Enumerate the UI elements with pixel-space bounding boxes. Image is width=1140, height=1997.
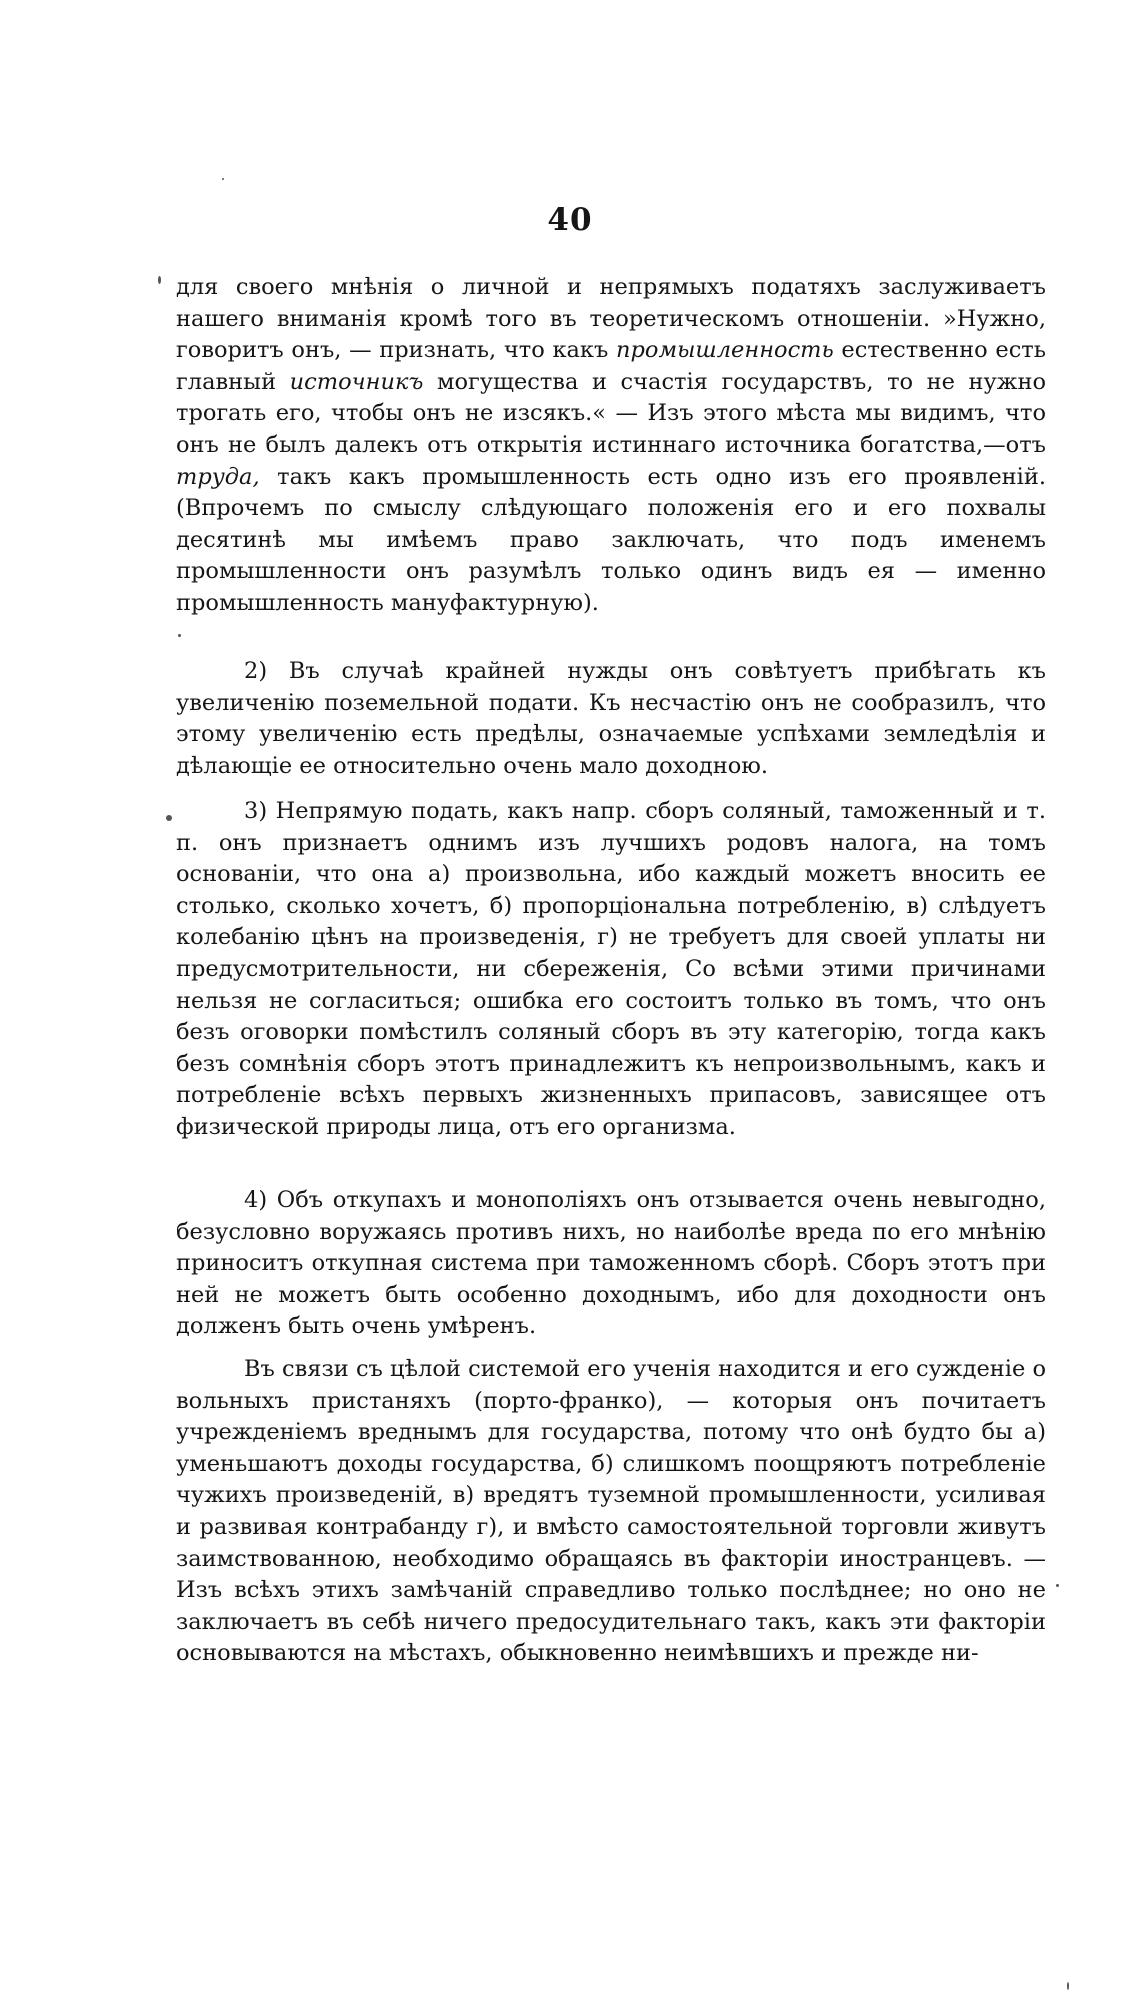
paragraph-2 bbox=[176, 656, 1046, 782]
italic-term: источникъ bbox=[289, 368, 424, 395]
scan-speck bbox=[166, 815, 172, 821]
paragraph-4 bbox=[176, 1185, 1046, 1343]
paragraph-continuation bbox=[176, 272, 1046, 620]
page-number: 40 bbox=[547, 202, 593, 238]
scan-speck bbox=[178, 634, 181, 637]
text-run: Въ связи съ цѣлой системой его ученія находится и его сужденіе о вольныхъ пристаняхъ (порто-франко), — которыя онъ почитаетъ учрежденіемъ вреднымъ для государства, потому что онѣ будто бы а) уменьшаютъ доходы государства, б) слишкомъ поощряютъ потребленіе чужихъ произведеній, в) вредятъ туземной промышленности, усиливая и развивая контрабанду г), и вмѣсто самостоятельной торговли живутъ заимствованною, необходимо обращаясь въ факторіи иностранцевъ. — Изъ всѣхъ этихъ замѣчаній справедливо только послѣднее; но оно не заключаетъ въ себѣ ничего предосудительнаго такъ, какъ эти факторіи основываются на мѣстахъ, обыкновенно неимѣвшихъ и прежде ни- bbox=[176, 1356, 1046, 1667]
text-run: могущества и счастія государствъ, то не нужно трогать его, чтобы онъ не изсякъ.« — Изъ этого мѣста мы видимъ, что онъ не былъ далекъ отъ открытія истиннаго источника богатства,—отъ bbox=[176, 368, 1047, 458]
scan-speck bbox=[1067, 1982, 1069, 1990]
text-run: 2) Въ случаѣ крайней нужды онъ совѣтуетъ прибѣгать къ увеличенію поземельной подати. Къ несчастію онъ не сообразилъ, что этому увеличенію есть предѣлы, означаемые успѣхами земледѣлія и дѣлающіе ее относительно очень мало доходною. bbox=[176, 658, 1046, 779]
text-run: такъ какъ промышленность есть одно изъ его проявленій. (Впрочемъ по смыслу слѣдующаго положенія его и его похвалы десятинѣ мы имѣемъ право заключать, что подъ именемъ промышленности онъ разумѣлъ только одинъ видъ ея — именно промышленность мануфактурную). bbox=[176, 463, 1046, 616]
text-run: 3) Непрямую подать, какъ напр. сборъ соляный, таможенный и т. п. онъ признаетъ однимъ изъ лучшихъ родовъ налога, на томъ основаніи, что она а) произвольна, ибо каждый можетъ вносить ее столько, сколько хочетъ, б) пропорціональна потребленію, в) слѣдуетъ колебанію цѣнъ на произведенія, г) не требуетъ для своей уплаты ни предусмотрительности, ни сбереженія, Со всѣми этими причинами нельзя не согласиться; ошибка его состоитъ только въ томъ, что онъ безъ оговорки помѣстилъ соляный сборъ въ эту категорію, тогда какъ безъ сомнѣнія сборъ этотъ принадлежитъ къ непроизвольнымъ, какъ и потребленіе всѣхъ первыхъ жизненныхъ припасовъ, зависящее отъ физической природы лица, отъ его организма. bbox=[176, 798, 1046, 1140]
text-run: естественно есть главный bbox=[176, 337, 1046, 395]
paragraph-3 bbox=[176, 796, 1046, 1144]
italic-term: труда, bbox=[176, 463, 260, 490]
text-run: 4) Объ откупахъ и монополіяхъ онъ отзывается очень невыгодно, безусловно воружаясь противъ нихъ, но наиболѣе вреда по его мнѣнію приноситъ откупная система при таможенномъ сборѣ. Сборъ этотъ при ней не можетъ быть особенно доходнымъ, ибо для доходности онъ долженъ быть очень умѣренъ. bbox=[176, 1187, 1046, 1340]
scan-speck bbox=[1056, 1584, 1059, 1587]
text-run: для своего мнѣнія о личной и непрямыхъ податяхъ заслуживаетъ нашего вниманія кромѣ того въ теоретическомъ отношеніи. »Нужно, говоритъ онъ, — признать, что какъ bbox=[176, 274, 1046, 364]
paragraph-5 bbox=[176, 1354, 1046, 1670]
italic-term: промышленность bbox=[616, 337, 834, 364]
scan-speck bbox=[158, 276, 161, 284]
scan-speck bbox=[222, 178, 224, 180]
